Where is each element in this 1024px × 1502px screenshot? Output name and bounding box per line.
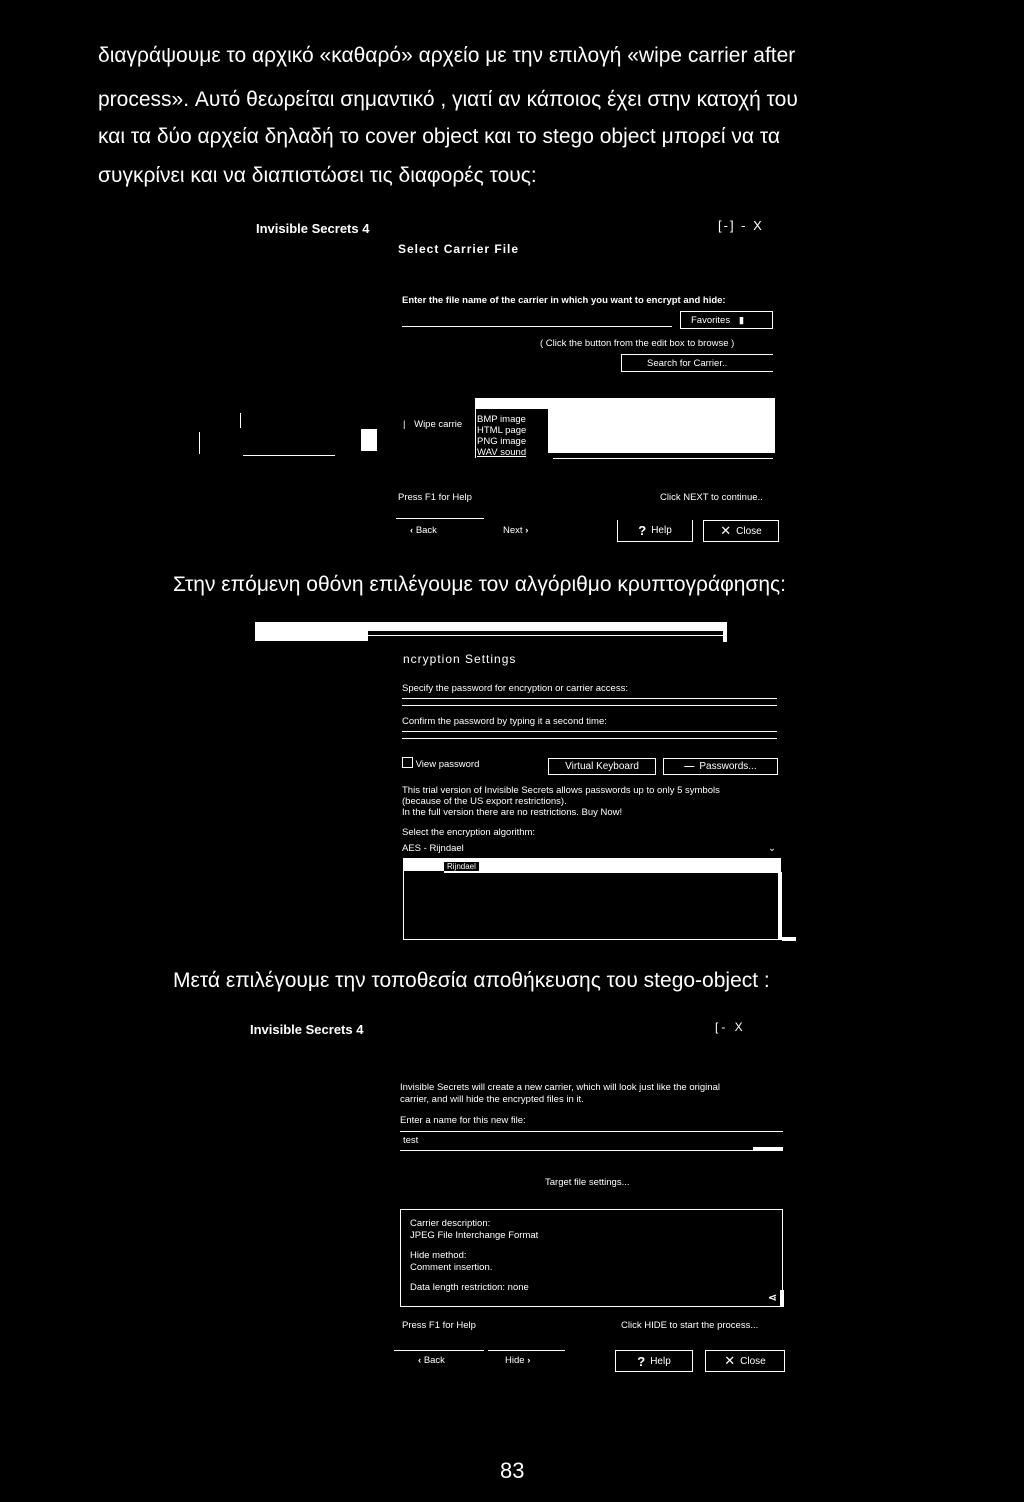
caption-target: Μετά επιλέγουμε την τοποθεσία αποθήκευσης του stego-object : <box>173 969 770 992</box>
file-prompt: Enter the file name of the carrier in which you want to encrypt and hide: <box>402 295 726 306</box>
window-heading: Select Carrier File <box>398 242 520 256</box>
confirm-input[interactable] <box>402 731 777 732</box>
resize-grip-icon: ⋖ <box>767 1291 777 1304</box>
checkbox-icon: | <box>403 419 406 430</box>
app-title: Invisible Secrets 4 <box>250 1022 364 1037</box>
wipe-carrier-checkbox[interactable]: | Wipe carrie <box>403 419 463 430</box>
back-arrow-icon: ‹ <box>418 1355 422 1366</box>
name-prompt: Enter a name for this new file: <box>400 1115 526 1126</box>
next-arrow-icon: › <box>527 1355 531 1366</box>
file-type-item[interactable]: HTML page <box>477 425 527 436</box>
help-hint: Press F1 for Help <box>402 1320 476 1331</box>
file-input[interactable] <box>402 326 672 327</box>
key-icon: — <box>684 761 695 772</box>
help-button[interactable]: ? Help <box>617 520 693 542</box>
next-hint: Click NEXT to continue.. <box>660 492 763 503</box>
close-icon: ✕ <box>720 523 732 538</box>
chevron-down-icon: ⌄ <box>768 843 776 854</box>
caption-encryption: Στην επόμενη οθόνη επιλέγουμε τον αλγόριθμο κρυπτογράφησης: <box>173 573 786 596</box>
password-prompt: Specify the password for encryption or carrier access: <box>402 683 628 694</box>
carrier-preview-icon <box>361 429 377 451</box>
hide-button[interactable]: Hide › <box>505 1355 531 1366</box>
carrier-info-box: Carrier description: JPEG File Interchange Format Hide method: Comment insertion. Data length restriction: none ⋖ <box>400 1209 783 1307</box>
file-type-item[interactable]: BMP image <box>477 414 526 425</box>
favorites-button[interactable]: Favorites ▮ <box>680 311 773 329</box>
close-button[interactable]: ✕ Close <box>703 520 779 542</box>
window-controls[interactable]: [-] - X <box>718 218 764 233</box>
search-carrier-button[interactable]: Search for Carrier.. <box>621 354 773 372</box>
file-type-item[interactable]: PNG image <box>477 436 527 447</box>
help-icon: ? <box>638 523 647 538</box>
confirm-prompt: Confirm the password by typing it a second time: <box>402 716 607 727</box>
hide-hint: Click HIDE to start the process... <box>621 1320 759 1331</box>
algorithm-prompt: Select the encryption algorithm: <box>402 827 536 838</box>
virtual-keyboard-button[interactable]: Virtual Keyboard <box>548 758 656 775</box>
algorithm-option-selected[interactable]: Rijndael <box>444 863 780 873</box>
help-button[interactable]: ? Help <box>615 1350 693 1372</box>
algorithm-select[interactable]: AES - Rijndael ⌄ <box>402 843 776 854</box>
info-text: Invisible Secrets will create a new carrier, which will look just like the original carrier, and will hide the encrypted files in it. <box>400 1082 720 1105</box>
target-settings-label: Target file settings... <box>545 1177 630 1188</box>
help-hint: Press F1 for Help <box>398 492 472 503</box>
trial-note: This trial version of Invisible Secrets allows passwords up to only 5 symbols (because of the US export restrictions). In the full version there are no restrictions. Buy Now! <box>402 785 720 818</box>
window-controls[interactable]: [- X <box>715 1020 746 1034</box>
next-button[interactable]: Next › <box>503 525 529 536</box>
file-name-input[interactable]: test <box>403 1135 419 1146</box>
intro-line-4: συγκρίνει και να διαπιστώσει τις διαφορές τους: <box>98 164 537 187</box>
back-button[interactable]: ‹ Back <box>410 525 437 536</box>
passwords-button[interactable]: — Passwords... <box>663 758 778 775</box>
intro-line-3: και τα δύο αρχεία δηλαδή το cover object και το stego object μπορεί να τα <box>98 125 780 148</box>
intro-line-2: process». Αυτό θεωρείται σημαντικό , γιατί αν κάποιος έχει στην κατοχή του <box>98 88 798 111</box>
favorites-icon: ▮ <box>738 315 744 326</box>
file-type-list[interactable] <box>475 398 775 459</box>
intro-line-1: διαγράψουμε το αρχικό «καθαρό» αρχείο με την επιλογή «wipe carrier after <box>98 44 796 67</box>
view-password-checkbox[interactable]: View password <box>402 757 479 770</box>
close-button[interactable]: ✕ Close <box>705 1350 785 1372</box>
app-title: Invisible Secrets 4 <box>256 221 370 236</box>
back-button[interactable]: ‹ Back <box>418 1355 445 1366</box>
help-icon: ? <box>637 1353 646 1369</box>
close-icon: ✕ <box>724 1353 736 1368</box>
checkbox-icon <box>402 757 413 768</box>
settings-heading: ncryption Settings <box>403 652 517 666</box>
back-arrow-icon: ‹ <box>410 525 414 536</box>
password-input[interactable] <box>402 698 777 699</box>
next-arrow-icon: › <box>525 525 529 536</box>
browse-hint: ( Click the button from the edit box to browse ) <box>540 338 735 349</box>
file-type-item[interactable]: WAV sound <box>477 447 527 458</box>
page-number: 83 <box>500 1458 525 1483</box>
algorithm-dropdown-list[interactable] <box>403 858 781 940</box>
